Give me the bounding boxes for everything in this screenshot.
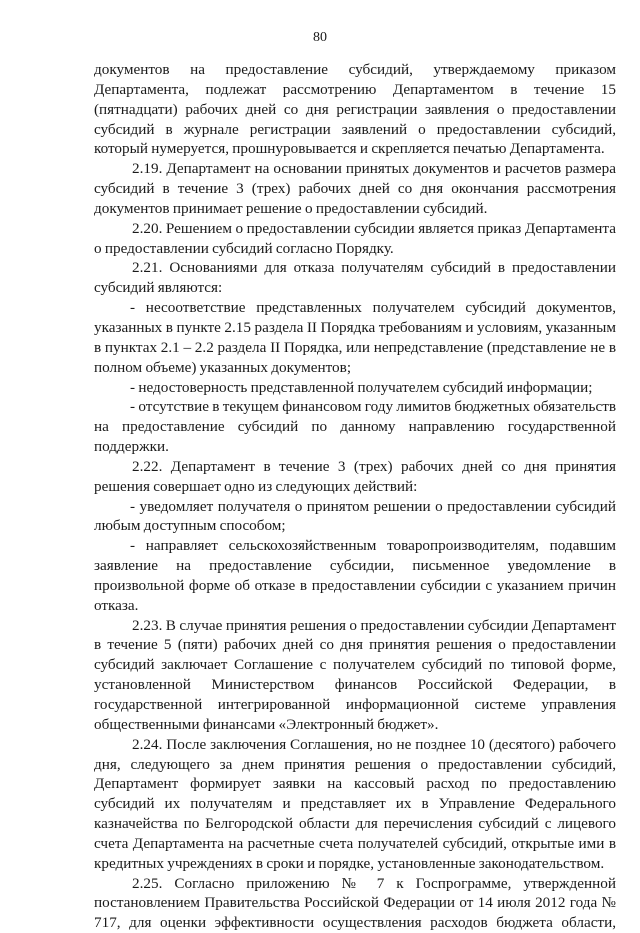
paragraph-2-23: 2.23. В случае принятия решения о предоставлении субсидии Департамент в течение 5 (пяти) рабочих дней со дня принятия решения о предоставлении субсидий заключает Соглашение с получателем субсидий по типовой форме, установленной Министерством финансов Российской Федерации, в государственной интегрированной информационной системе управления общественными финансами «Электронный бюджет».: [94, 616, 616, 733]
paragraph-2-22: 2.22. Департамент в течение 3 (трех) рабочих дней со дня принятия решения совершает одно из следующих действий:: [94, 457, 616, 495]
list-item-nonconformity: - несоответствие представленных получателем субсидий документов, указанных в пункте 2.15 раздела II Порядка требованиям и условиям, указанным в пунктах 2.1 – 2.2 раздела II Порядка, или непредставление (представление не в полном объеме) указанных документов;: [94, 299, 616, 376]
paragraph-2-21: 2.21. Основаниями для отказа получателям субсидий в предоставлении субсидий являются:: [94, 259, 616, 297]
list-item-unreliability: - недостоверность представленной получателем субсидий информации;: [130, 378, 593, 396]
page-number: 80: [313, 30, 327, 45]
paragraph-continuation: документов на предоставление субсидий, утверждаемому приказом Департамента, подлежат рассмотрению Департаментом в течение 15 (пятнадцати) рабочих дней со дня регистрации заявления о предоставлении субсидий в журнале регистрации заявлений о предоставлении субсидий, который нумеруется, прошнуровывается и скрепляется печатью Департамента.: [94, 61, 616, 158]
paragraph-2-19: 2.19. Департамент на основании принятых документов и расчетов размера субсидий в течение 3 (трех) рабочих дней со дня окончания рассмотрения документов принимает решение о предоставлении субсидий.: [94, 160, 616, 217]
paragraph-2-24: 2.24. После заключения Соглашения, но не позднее 10 (десятого) рабочего дня, следующего за днем принятия решения о предоставлении субсидий, Департамент формирует заявки на кассовый расход по предоставлению субсидий их получателям и представляет их в Управление Федерального казначейства по Белгородской области для перечисления субсидий с лицевого счета Департамента на расчетные счета получателей субсидий, открытые ими в кредитных учреждениях в сроки и порядке, установленные законодательством.: [94, 735, 616, 872]
paragraph-2-20: 2.20. Решением о предоставлении субсидии является приказ Департамента о предоставлении субсидий согласно Порядку.: [94, 219, 616, 257]
list-item-refusal-notice: - направляет сельскохозяйственным товаропроизводителям, подавшим заявление на предоставление субсидии, письменное уведомление в произвольной форме об отказе в предоставлении субсидии с указанием причин отказа.: [94, 537, 616, 614]
list-item-notify: - уведомляет получателя о принятом решении о предоставлении субсидий любым доступным способом;: [94, 497, 616, 535]
paragraph-2-25: 2.25. Согласно приложению № 7 к Госпрограмме, утвержденной постановлением Правительства Российской Федерации от 14 июля 2012 года № 717, для оценки эффективности осуществления расходов бюджета области,: [94, 874, 616, 932]
list-item-no-limits: - отсутствие в текущем финансовом году лимитов бюджетных обязательств на предоставление субсидий по данному направлению государственной поддержки.: [94, 398, 616, 456]
document-body: [94, 60, 616, 933]
